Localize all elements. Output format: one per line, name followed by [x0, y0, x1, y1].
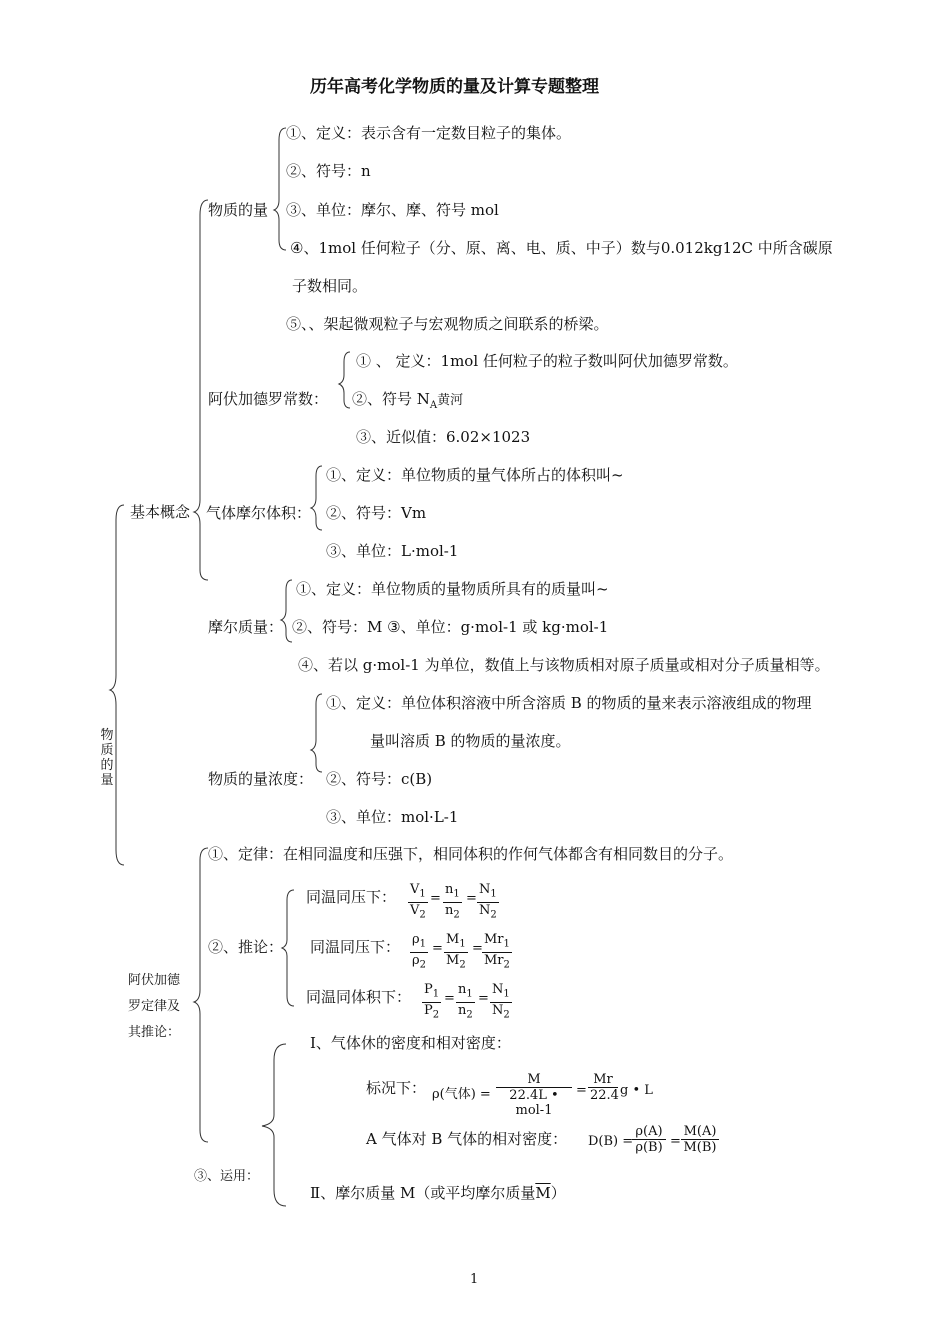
molar-volume-item: ③、单位：L·mol-1: [326, 542, 459, 560]
equals-sign: =: [670, 1134, 681, 1149]
use-item-I: Ⅰ、气体休的密度和相对密度：: [310, 1034, 511, 1052]
molar-mass-item: ④、若以 g·mol-1 为单位，数值上与该物质相对原子质量或相对分子质量相等。: [298, 656, 830, 674]
amount-label: 物质的量: [208, 201, 269, 219]
concentration-item: ②、符号：c(B): [326, 770, 433, 788]
relative-fraction: $\frac{\rho(A)}{\rho(B)}$: [632, 1124, 666, 1155]
equals-sign: =: [472, 941, 483, 956]
avogadro-law-label: 阿伏加德: [128, 973, 181, 988]
equals-sign: =: [444, 991, 455, 1006]
inference-fraction: $\frac{P_1}{P_2}$: [424, 982, 440, 1021]
inference-fraction: $\frac{N_1}{N_2}$: [479, 882, 497, 921]
concentration-item: 量叫溶质 B 的物质的量浓度。: [370, 732, 571, 750]
amount-item: ⑤、、架起微观粒子与宏观物质之间联系的桥梁。: [286, 315, 609, 333]
molar-mass-label: 摩尔质量：: [208, 618, 284, 636]
amount-item: ①、定义：表示含有一定数目粒子的集体。: [286, 124, 572, 142]
inference-condition: 同温同压下：: [310, 938, 401, 956]
relative-fraction: $\frac{M(A)}{M(B)}$: [681, 1124, 719, 1155]
equals-sign: =: [576, 1083, 587, 1098]
equals-sign: =: [466, 891, 477, 906]
inference-condition: 同温同压下：: [306, 888, 397, 906]
amount-item: 子数相同。: [292, 277, 368, 295]
mean-molar-mass-symbol: $\overline{M}$: [535, 1184, 551, 1202]
avogadro-constant-item: ②、符号 $N_A$黄河: [352, 390, 464, 411]
std-units: g • L: [620, 1083, 653, 1098]
basic-concepts-label: 基本概念: [130, 503, 191, 521]
inference-fraction: $\frac{V_1}{V_2}$: [410, 882, 426, 921]
inference-fraction: $\frac{\rho_1}{\rho_2}$: [412, 932, 427, 971]
amount-item: ③、单位：摩尔、摩、符号 mol: [286, 201, 499, 219]
concentration-item: ①、定义：单位体积溶液中所含溶质 B 的物质的量来表示溶液组成的物理: [326, 694, 812, 712]
equals-sign: =: [478, 991, 489, 1006]
avogadro-constant-item: ③、近似值：6.02×1023: [356, 428, 531, 446]
page-number: 1: [470, 1272, 479, 1287]
std-fraction: M 22.4L • mol-1: [496, 1072, 572, 1118]
equals-sign: =: [430, 891, 441, 906]
relative-density-expr: D(B) =: [588, 1134, 634, 1149]
relative-density-label: A 气体对 B 气体的相对密度：: [366, 1130, 568, 1148]
avogadro-constant-label: 阿伏加德罗常数：: [208, 390, 329, 408]
inference-fraction: $\frac{M_1}{M_2}$: [446, 932, 466, 971]
inference-condition: 同温同体积下：: [306, 988, 412, 1006]
inference-fraction: $\frac{n_1}{n_2}$: [458, 982, 473, 1021]
inference-fraction: $\frac{Mr_1}{Mr_2}$: [484, 932, 510, 971]
equals-sign: =: [432, 941, 443, 956]
molar-volume-label: 气体摩尔体积：: [206, 504, 312, 522]
use-label: ③、运用：: [194, 1169, 260, 1184]
molar-mass-item: ①、定义：单位物质的量物质所具有的质量叫~: [296, 580, 609, 598]
molar-volume-item: ②、符号：Vm: [326, 504, 427, 522]
avogadro-symbol-note: 黄河: [437, 393, 464, 408]
use-item-II: Ⅱ、摩尔质量 M（或平均摩尔质量$\overline{M}$）: [310, 1184, 566, 1202]
concentration-label: 物质的量浓度：: [208, 770, 314, 788]
avogadro-law-statement: ①、定律：在相同温度和压强下，相同体积的作何气体都含有相同数目的分子。: [208, 845, 734, 863]
concentration-item: ③、单位：mol·L-1: [326, 808, 459, 826]
amount-item: ④、1mol 任何粒子（分、原、离、电、质、中子）数与0.012kg12C 中所含碳原: [290, 239, 833, 257]
avogadro-constant-item: ① 、 定义：1mol 任何粒子的粒子数叫阿伏加德罗常数。: [356, 352, 738, 370]
root-label: 物质的量: [100, 728, 114, 788]
molar-mass-item: ②、符号：M ③、单位：g·mol-1 或 kg·mol-1: [292, 618, 609, 636]
inference-label: ②、推论：: [208, 938, 284, 956]
molar-volume-item: ①、定义：单位物质的量气体所占的体积叫~: [326, 466, 624, 484]
page-title: 历年高考化学物质的量及计算专题整理: [310, 77, 599, 97]
inference-fraction: $\frac{N_1}{N_2}$: [492, 982, 510, 1021]
avogadro-law-label: 罗定律及: [128, 999, 181, 1014]
standard-condition-label: 标况下：: [366, 1079, 427, 1097]
avogadro-symbol-sub: A: [429, 400, 438, 411]
gas-density-expr: ρ(气体) =: [432, 1087, 491, 1102]
std-fraction: $\frac{Mr}{22.4}$: [590, 1072, 619, 1103]
inference-fraction: $\frac{n_1}{n_2}$: [445, 882, 460, 921]
avogadro-law-label: 其推论：: [128, 1025, 181, 1040]
amount-item: ②、符号：n: [286, 162, 371, 180]
